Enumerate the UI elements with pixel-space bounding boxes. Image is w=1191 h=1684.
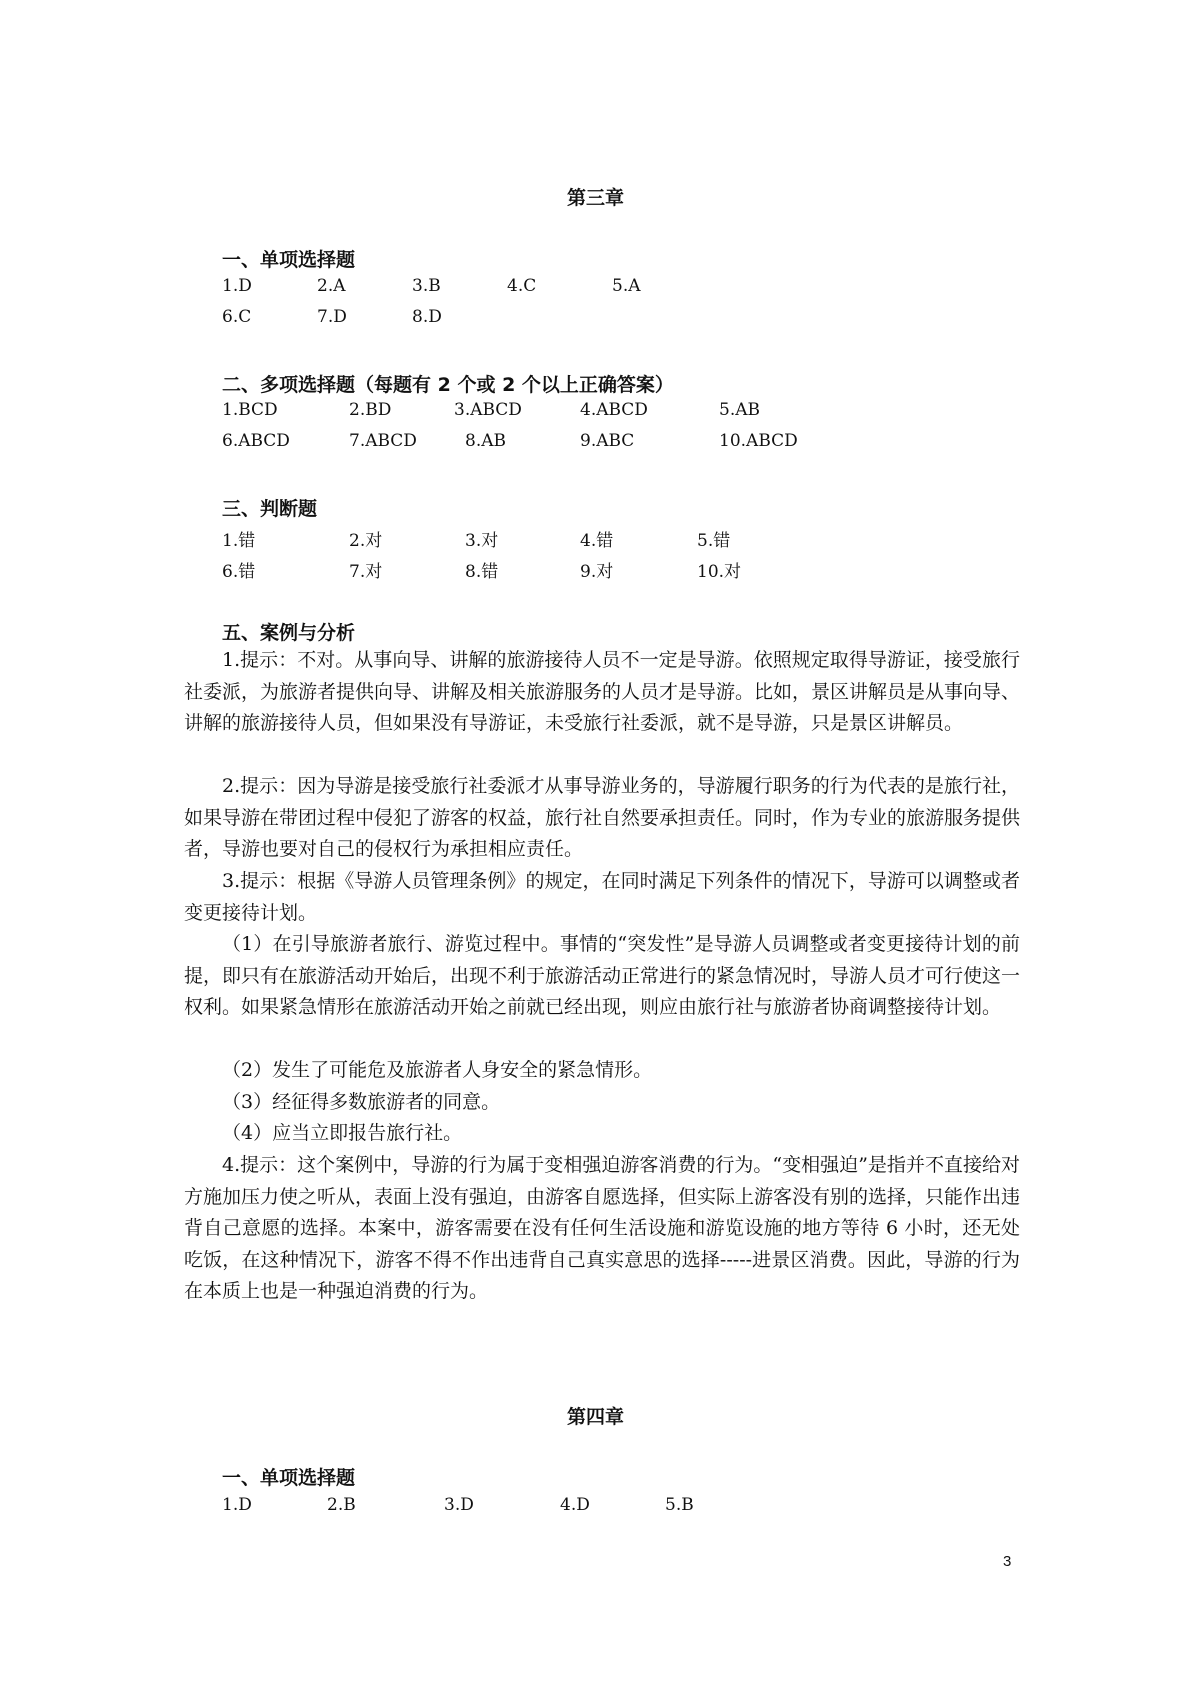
case-answer-3-item-3: （3）经征得多数旅游者的同意。 — [222, 1091, 501, 1113]
section-single-choice-heading: 一、单项选择题 — [222, 249, 356, 271]
case-answer-3: 3.提示：根据《导游人员管理条例》的规定，在同时满足下列条件的情况下，导游可以调整或者变更接待计划。 — [184, 870, 1020, 924]
answer: 1.BCD — [222, 400, 278, 420]
answer: 3.对 — [465, 531, 499, 551]
answer: 6.错 — [222, 562, 256, 582]
answer: 6.ABCD — [222, 431, 290, 451]
answer: 9.对 — [580, 562, 614, 582]
answer: 4.D — [560, 1495, 590, 1515]
case-answer-3-item-2: （2）发生了可能危及旅游者人身安全的紧急情形。 — [222, 1059, 653, 1081]
answer: 5.A — [612, 276, 641, 296]
answer: 10.ABCD — [719, 431, 798, 451]
section-case-analysis-heading: 五、案例与分析 — [222, 622, 356, 644]
answer: 1.D — [222, 276, 252, 296]
section-true-false-heading: 三、判断题 — [222, 498, 318, 520]
answer: 1.错 — [222, 531, 256, 551]
answer: 4.C — [507, 276, 537, 296]
answer: 2.B — [327, 1495, 356, 1515]
answer: 9.ABC — [580, 431, 635, 451]
case-answer-3-item-4: （4）应当立即报告旅行社。 — [222, 1122, 463, 1144]
answer: 3.B — [412, 276, 441, 296]
section-single-choice-heading: 一、单项选择题 — [222, 1467, 356, 1489]
answer: 1.D — [222, 1495, 252, 1515]
answer: 5.B — [665, 1495, 694, 1515]
answer: 7.ABCD — [349, 431, 417, 451]
case-answer-4: 4.提示：这个案例中，导游的行为属于变相强迫游客消费的行为。“变相强迫”是指并不直接给对方施加压力使之听从，表面上没有强迫，由游客自愿选择，但实际上游客没有别的选择，只能作出违背自己意愿的选择。本案中，游客需要在没有任何生活设施和游览设施的地方等待 6 小时，还无处吃饭，在这种情况下，游客不得不作出违背自己真实意思的选择-----进景区消费。因此，导游的行为在本质上也是一种强迫消费的行为。 — [184, 1154, 1021, 1302]
answer: 4.错 — [580, 531, 614, 551]
answer: 7.对 — [349, 562, 383, 582]
answer: 8.错 — [465, 562, 499, 582]
answer: 5.AB — [719, 400, 760, 420]
answer: 2.对 — [349, 531, 383, 551]
case-answer-3-item-1: （1）在引导旅游者旅行、游览过程中。事情的“突发性”是导游人员调整或者变更接待计划的前提，即只有在旅游活动开始后，出现不利于旅游活动正常进行的紧急情况时，导游人员才可行使这一权利。如果紧急情形在旅游活动开始之前就已经出现，则应由旅行社与旅游者协商调整接待计划。 — [184, 933, 1021, 1018]
answer: 2.BD — [349, 400, 392, 420]
answer: 4.ABCD — [580, 400, 648, 420]
answer: 5.错 — [697, 531, 731, 551]
chapter-3-title: 第三章 — [566, 187, 624, 209]
case-answer-2: 2.提示：因为导游是接受旅行社委派才从事导游业务的，导游履行职务的行为代表的是旅行社，如果导游在带团过程中侵犯了游客的权益，旅行社自然要承担责任。同时，作为专业的旅游服务提供者，导游也要对自己的侵权行为承担相应责任。 — [184, 775, 1021, 860]
answer: 10.对 — [697, 562, 742, 582]
case-answer-1: 1.提示：不对。从事向导、讲解的旅游接待人员不一定是导游。依照规定取得导游证，接受旅行社委派，为旅游者提供向导、讲解及相关旅游服务的人员才是导游。比如，景区讲解员是从事向导、讲解的旅游接待人员，但如果没有导游证，未受旅行社委派，就不是导游，只是景区讲解员。 — [184, 649, 1021, 734]
answer: 3.ABCD — [454, 400, 522, 420]
answer: 8.D — [412, 307, 442, 327]
chapter-4-title: 第四章 — [566, 1406, 624, 1428]
answer: 7.D — [317, 307, 347, 327]
page-number: 3 — [1003, 1553, 1012, 1570]
section-multi-choice-heading: 二、多项选择题（每题有 2 个或 2 个以上正确答案） — [222, 374, 674, 396]
answer: 3.D — [444, 1495, 474, 1515]
answer: 6.C — [222, 307, 252, 327]
answer: 8.AB — [465, 431, 506, 451]
answer: 2.A — [317, 276, 346, 296]
